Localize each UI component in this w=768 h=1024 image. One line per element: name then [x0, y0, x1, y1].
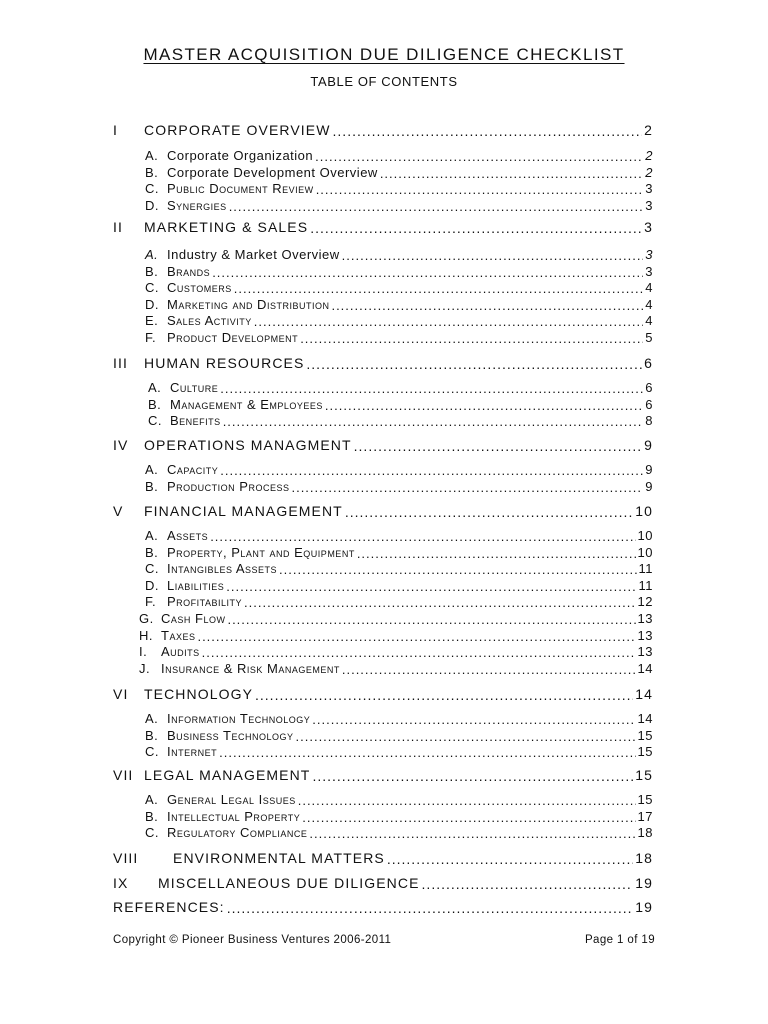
toc-subsection-label: Liabilities [167, 577, 225, 593]
toc-section-label: REFERENCES: [113, 899, 225, 915]
toc-page-number: 4 [645, 280, 653, 296]
toc-subsection[interactable] [145, 181, 653, 196]
toc-section-3[interactable] [113, 355, 653, 371]
toc-section-5[interactable] [113, 503, 653, 519]
toc-subsection-letter: I. [139, 644, 148, 660]
dot-leader [234, 282, 644, 295]
toc-section-label: OPERATIONS MANAGMENT [144, 437, 352, 453]
dot-leader [300, 332, 643, 345]
toc-page-number: 9 [644, 437, 653, 453]
toc-subsection-letter: A. [148, 380, 162, 395]
toc-subsection-label: Product Development [167, 330, 299, 345]
toc-section-label: HUMAN RESOURCES [144, 355, 305, 371]
toc-subsection-letter: G. [139, 611, 154, 626]
toc-subsection[interactable] [145, 280, 653, 295]
toc-section-label: MISCELLANEOUS DUE DILIGENCE [158, 875, 420, 891]
toc-page-number: 3 [645, 247, 653, 262]
dot-leader [310, 221, 642, 235]
toc-subsection-letter: A. [145, 148, 159, 163]
toc-page-number: 13 [637, 611, 653, 626]
dot-leader [255, 688, 633, 702]
toc-subsection-label: Sales Activity [167, 313, 252, 329]
toc-subsection-letter: C. [145, 825, 159, 841]
dot-leader [315, 150, 643, 163]
dot-leader [279, 563, 636, 576]
toc-subsection-label: Brands [167, 263, 211, 279]
toc-section-label: CORPORATE OVERVIEW [144, 122, 331, 138]
toc-subsection-label: Marketing and Distribution [167, 296, 330, 312]
toc-section-number: V [113, 503, 124, 519]
document-title: MASTER ACQUISITION DUE DILIGENCE CHECKLIST [143, 45, 625, 64]
toc-page-number: 2 [645, 164, 653, 180]
dot-leader [354, 439, 642, 453]
dot-leader [422, 877, 634, 891]
toc-subsection-label: Production Process [167, 478, 290, 494]
toc-section-7[interactable] [113, 767, 653, 783]
toc-page-number: 9 [645, 462, 653, 477]
toc-subsection-label: Intellectual Property [167, 808, 301, 824]
toc-section-number: VI [113, 686, 129, 702]
page-footer [113, 934, 655, 946]
toc-section-8[interactable] [113, 850, 653, 866]
toc-subsection[interactable] [139, 661, 653, 676]
toc-subsection-letter: B. [145, 478, 159, 494]
toc-section-number: III [113, 355, 128, 371]
toc-subsection[interactable] [139, 628, 653, 643]
toc-subsection[interactable] [139, 644, 653, 659]
toc-subsection-label: General Legal Issues [167, 792, 296, 807]
dot-leader [227, 901, 634, 915]
toc-subsection-letter: A. [145, 792, 159, 807]
toc-subsection-label: Corporate Organization [167, 148, 314, 163]
dot-leader [229, 200, 644, 213]
toc-subsection[interactable] [145, 165, 653, 180]
toc-section-10[interactable] [113, 899, 653, 915]
dot-leader [212, 266, 643, 279]
toc-subsection[interactable] [145, 561, 653, 576]
dot-leader [387, 852, 633, 866]
toc-page-number: 9 [645, 478, 653, 494]
toc-page-number: 17 [637, 808, 653, 824]
dot-leader [244, 596, 636, 609]
toc-subsection[interactable] [139, 611, 653, 626]
toc-subsection[interactable] [145, 330, 653, 345]
toc-subsection-letter: D. [145, 577, 159, 593]
toc-page-number: 15 [637, 792, 653, 807]
dot-leader [302, 811, 635, 824]
toc-subsection[interactable] [145, 462, 653, 477]
toc-page-number: 11 [638, 561, 653, 577]
dot-leader [197, 630, 635, 643]
toc-subsection-label: Management & Employees [170, 396, 323, 412]
dot-leader [226, 580, 636, 593]
toc-section-number: VII [113, 767, 134, 783]
toc-subsection-letter: A. [145, 247, 159, 262]
toc-page-number: 5 [645, 330, 653, 345]
toc-subsection-label: Corporate Development Overview [167, 164, 378, 180]
toc-page-number: 3 [645, 197, 653, 213]
toc-subsection[interactable] [145, 809, 653, 824]
toc-page-number: 10 [635, 503, 653, 519]
toc-subsection-letter: C. [145, 181, 159, 197]
toc-page-number: 3 [644, 219, 653, 235]
dot-leader [312, 769, 633, 783]
toc-subsection[interactable] [145, 744, 653, 759]
toc-subsection-label: Cash Flow [161, 611, 226, 626]
toc-subsection[interactable] [145, 247, 653, 262]
toc-subsection-label: Information Technology [167, 711, 311, 726]
toc-page-number: 13 [637, 644, 653, 660]
toc-subsection-label: Audits [161, 644, 200, 660]
toc-section-label: TECHNOLOGY [144, 686, 254, 702]
dot-leader [342, 249, 644, 262]
toc-subsection-letter: C. [145, 280, 159, 296]
dot-leader [227, 613, 635, 626]
toc-page-number: 11 [638, 577, 653, 593]
toc-subsection-letter: A. [145, 528, 159, 543]
toc-subsection-label: Assets [167, 528, 209, 543]
dot-leader [220, 382, 643, 395]
toc-subsection-letter: F. [145, 330, 157, 345]
toc-page-number: 6 [644, 355, 653, 371]
toc-page-number: 14 [637, 711, 653, 726]
toc-subsection-label: Public Document Review [167, 181, 314, 197]
toc-section-number: I [113, 122, 118, 138]
toc-subsection-letter: C. [145, 561, 159, 577]
toc-section-2[interactable] [113, 219, 653, 235]
toc-section-number: IV [113, 437, 129, 453]
toc-page-number: 6 [645, 380, 653, 395]
toc-page-number: 4 [645, 313, 653, 329]
toc-subsection-letter: J. [139, 660, 151, 676]
dot-leader [306, 357, 642, 371]
toc-subsection[interactable] [145, 313, 653, 328]
toc-subsection[interactable] [145, 528, 653, 543]
toc-subsection-letter: E. [145, 313, 159, 329]
dot-leader [210, 530, 635, 543]
toc-section-number: IX [113, 875, 129, 891]
toc-subsection[interactable] [145, 594, 653, 609]
dot-leader [298, 794, 636, 807]
toc-page-number: 6 [645, 396, 653, 412]
toc-page-number: 12 [637, 594, 653, 610]
toc-subsection-letter: B. [145, 263, 159, 279]
dot-leader [254, 315, 644, 328]
toc-subsection[interactable] [145, 264, 653, 279]
toc-section-1[interactable] [113, 122, 653, 138]
toc-section-label: ENVIRONMENTAL MATTERS [173, 850, 385, 866]
toc-subsection[interactable] [145, 578, 653, 593]
toc-section-6[interactable] [113, 686, 653, 702]
dot-leader [331, 299, 643, 312]
dot-leader [296, 730, 636, 743]
dot-leader [223, 415, 644, 428]
toc-subsection-letter: H. [139, 627, 153, 643]
toc-page-number: 3 [645, 181, 653, 197]
toc-subsection[interactable] [148, 380, 653, 395]
dot-leader [380, 167, 643, 180]
toc-subsection-label: Customers [167, 280, 232, 296]
copyright-text: Copyright © Pioneer Business Ventures 2006-2011 [113, 934, 392, 946]
dot-leader [220, 464, 643, 477]
toc-page-number: 15 [635, 767, 653, 783]
toc-section-label: MARKETING & SALES [144, 219, 309, 235]
toc-subsection-letter: A. [145, 711, 159, 726]
toc-subsection[interactable] [145, 792, 653, 807]
toc-subsection[interactable] [145, 711, 653, 726]
dot-leader [202, 646, 636, 659]
dot-leader [291, 481, 643, 494]
toc-section-number: II [113, 219, 123, 235]
toc-subsection-letter: B. [145, 808, 159, 824]
toc-subsection-letter: B. [148, 396, 162, 412]
dot-leader [309, 827, 635, 840]
toc-subsection-letter: C. [145, 744, 159, 760]
toc-subsection-label: Culture [170, 380, 219, 395]
toc-subsection-letter: B. [145, 727, 159, 743]
toc-subsection[interactable] [145, 297, 653, 312]
toc-heading: TABLE OF CONTENTS [310, 74, 458, 89]
toc-page-number: 19 [635, 875, 653, 891]
toc-subsection-label: Intangibles Assets [167, 561, 278, 577]
toc-page-number: 2 [645, 148, 653, 163]
toc-page-number: 2 [644, 122, 653, 138]
toc-subsection-label: Insurance & Risk Management [161, 660, 340, 676]
dot-leader [333, 124, 643, 138]
toc-page-number: 10 [637, 544, 653, 560]
toc-subsection-letter: A. [145, 462, 159, 477]
toc-subsection-label: Profitability [167, 594, 243, 610]
toc-page-number: 13 [637, 627, 653, 643]
toc-subsection[interactable] [148, 397, 653, 412]
toc-subsection[interactable] [145, 825, 653, 840]
toc-page-number: 4 [645, 296, 653, 312]
toc-page-number: 18 [637, 825, 653, 841]
toc-page-number: 19 [635, 899, 653, 915]
toc-subsection[interactable] [145, 148, 653, 163]
toc-subsection-letter: D. [145, 296, 159, 312]
toc-subsection-label: Business Technology [167, 727, 294, 743]
toc-subsection-letter: D. [145, 197, 159, 213]
toc-subsection[interactable] [145, 728, 653, 743]
toc-subsection-label: Benefits [170, 413, 221, 429]
page-number: Page 1 of 19 [584, 934, 655, 946]
dot-leader [357, 547, 636, 560]
toc-page-number: 15 [637, 727, 653, 743]
toc-section-label: FINANCIAL MANAGEMENT [144, 503, 343, 519]
toc-subsection[interactable] [148, 413, 653, 428]
dot-leader [312, 713, 635, 726]
toc-subsection-label: Taxes [161, 627, 196, 643]
toc-subsection-label: Internet [167, 744, 218, 760]
toc-subsection[interactable] [145, 198, 653, 213]
toc-page-number: 15 [637, 744, 653, 760]
toc-subsection-letter: B. [145, 164, 159, 180]
toc-subsection-label: Capacity [167, 462, 219, 477]
toc-page-number: 14 [637, 660, 653, 676]
dot-leader [219, 746, 635, 759]
toc-subsection[interactable] [145, 545, 653, 560]
dot-leader [316, 183, 644, 196]
toc-subsection[interactable] [145, 479, 653, 494]
toc-section-4[interactable] [113, 437, 653, 453]
toc-page-number: 3 [645, 263, 653, 279]
toc-section-label: LEGAL MANAGEMENT [144, 767, 311, 783]
dot-leader [342, 663, 636, 676]
toc-subsection-label: Regulatory Compliance [167, 825, 308, 841]
toc-subsection-letter: B. [145, 544, 159, 560]
toc-subsection-label: Property, Plant and Equipment [167, 544, 355, 560]
toc-page-number: 10 [637, 528, 653, 543]
dot-leader [325, 399, 643, 412]
toc-page-number: 14 [635, 686, 653, 702]
toc-section-number: VIII [113, 850, 139, 866]
toc-subsection-label: Synergies [167, 197, 227, 213]
toc-section-9[interactable] [113, 875, 653, 891]
toc-page-number: 8 [645, 413, 653, 429]
toc-subsection-label: Industry & Market Overview [167, 247, 340, 262]
toc-page-number: 18 [635, 850, 653, 866]
dot-leader [345, 505, 633, 519]
toc-subsection-letter: C. [148, 413, 162, 429]
toc-subsection-letter: F. [145, 594, 157, 610]
